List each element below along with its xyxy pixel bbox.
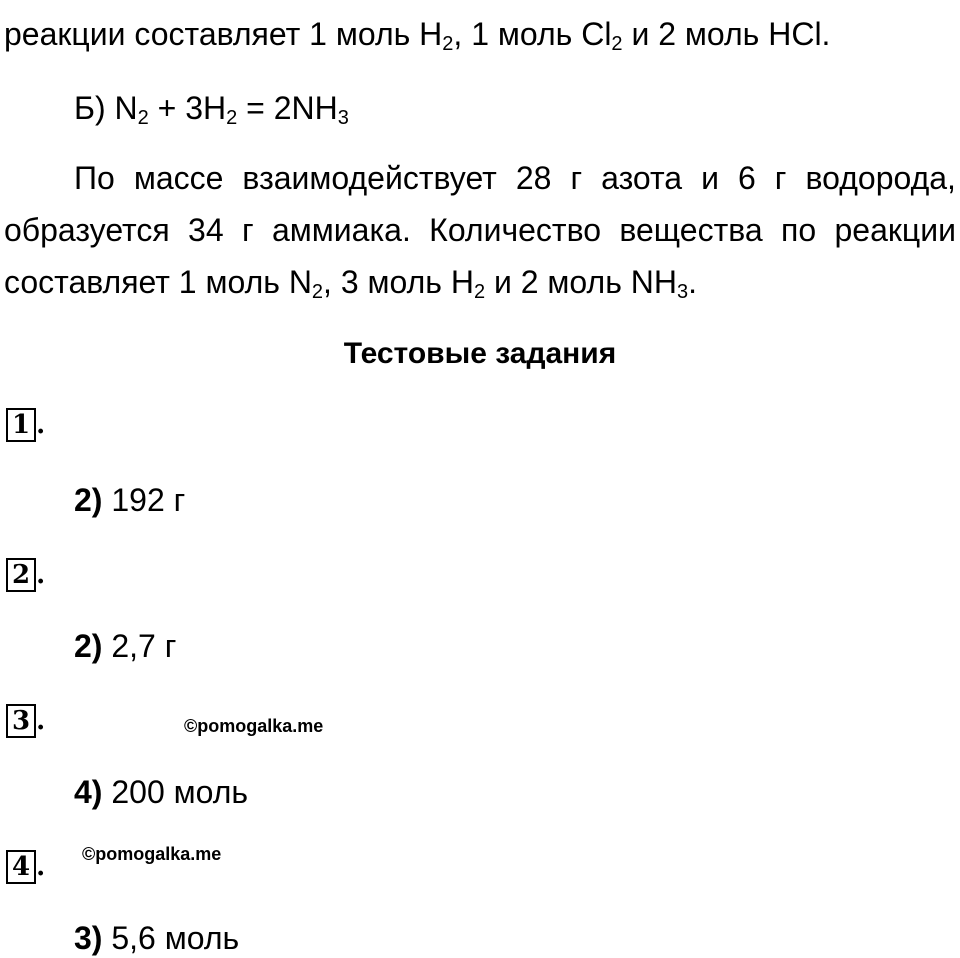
task-number-box bbox=[6, 704, 36, 738]
word: и bbox=[701, 160, 719, 196]
word: г bbox=[570, 160, 583, 196]
answer-text: 200 моль bbox=[102, 774, 249, 810]
task-number: 3 . bbox=[6, 704, 45, 738]
word: 28 bbox=[515, 160, 552, 196]
equation-b bbox=[74, 88, 349, 128]
text-segment: , 1 моль Cl bbox=[453, 16, 612, 52]
task-number: 1 . bbox=[6, 408, 45, 442]
word: вещества bbox=[619, 212, 763, 248]
subscript: 2 bbox=[226, 107, 238, 129]
paragraph-line bbox=[4, 14, 830, 54]
word: реакции bbox=[834, 212, 956, 248]
word: массе bbox=[133, 160, 224, 196]
task-answer bbox=[74, 626, 176, 666]
text-segment: реакции составляет 1 моль H bbox=[4, 16, 443, 52]
word: по bbox=[781, 212, 817, 248]
subscript: 2 bbox=[611, 33, 623, 55]
text-segment: , 3 моль H bbox=[323, 264, 474, 300]
answer-text: 192 г bbox=[102, 482, 186, 518]
task-number-box bbox=[6, 850, 36, 884]
task-answer bbox=[74, 480, 185, 520]
task-number-value: 4 bbox=[12, 852, 31, 882]
paragraph-line bbox=[74, 158, 956, 198]
task-number-value: 2 bbox=[12, 560, 31, 590]
text-segment: + 3H bbox=[148, 90, 227, 126]
subscript: 2 bbox=[311, 281, 324, 303]
subscript: 3 bbox=[337, 107, 349, 129]
text-segment: и 2 моль NH bbox=[485, 264, 677, 300]
subscript: 2 bbox=[442, 33, 454, 55]
text-segment: составляет 1 моль N bbox=[4, 264, 312, 300]
task-answer bbox=[74, 772, 248, 812]
task-answer bbox=[74, 918, 239, 958]
word: По bbox=[74, 160, 115, 196]
subscript: 2 bbox=[473, 281, 486, 303]
answer-text: 5,6 моль bbox=[102, 920, 240, 956]
word: образуется bbox=[4, 212, 170, 248]
word: азота bbox=[601, 160, 683, 196]
answer-option-number: 2) bbox=[74, 482, 103, 518]
answer-text: 2,7 г bbox=[102, 628, 177, 664]
text-segment: и 2 моль HCl. bbox=[622, 16, 831, 52]
word: Количество bbox=[429, 212, 602, 248]
answer-option-number: 4) bbox=[74, 774, 103, 810]
task-number-value: 1 bbox=[12, 410, 31, 440]
word: 34 bbox=[188, 212, 224, 248]
answer-option-number: 2) bbox=[74, 628, 103, 664]
answer-option-number: 3) bbox=[74, 920, 103, 956]
paragraph-line bbox=[4, 262, 697, 302]
task-number-box bbox=[6, 408, 36, 442]
subscript: 3 bbox=[676, 281, 689, 303]
word: г bbox=[241, 212, 254, 248]
task-number-box bbox=[6, 558, 36, 592]
text-segment: Б) N bbox=[74, 90, 138, 126]
watermark: ©pomogalka.me bbox=[184, 716, 324, 736]
subscript: 2 bbox=[137, 107, 149, 129]
word: 6 bbox=[737, 160, 756, 196]
text-segment: = 2NH bbox=[237, 90, 338, 126]
task-number-value: 3 bbox=[12, 706, 31, 736]
task-number: 4 . bbox=[6, 850, 45, 884]
word: аммиака. bbox=[271, 212, 411, 248]
text-segment: . bbox=[688, 264, 697, 300]
word: взаимодействует bbox=[242, 160, 497, 196]
section-title: Тестовые задания bbox=[343, 337, 617, 370]
task-number: 2 . bbox=[6, 558, 45, 592]
watermark: ©pomogalka.me bbox=[82, 844, 222, 864]
word: водорода, bbox=[805, 160, 956, 196]
paragraph-line bbox=[4, 210, 956, 250]
word: г bbox=[774, 160, 787, 196]
